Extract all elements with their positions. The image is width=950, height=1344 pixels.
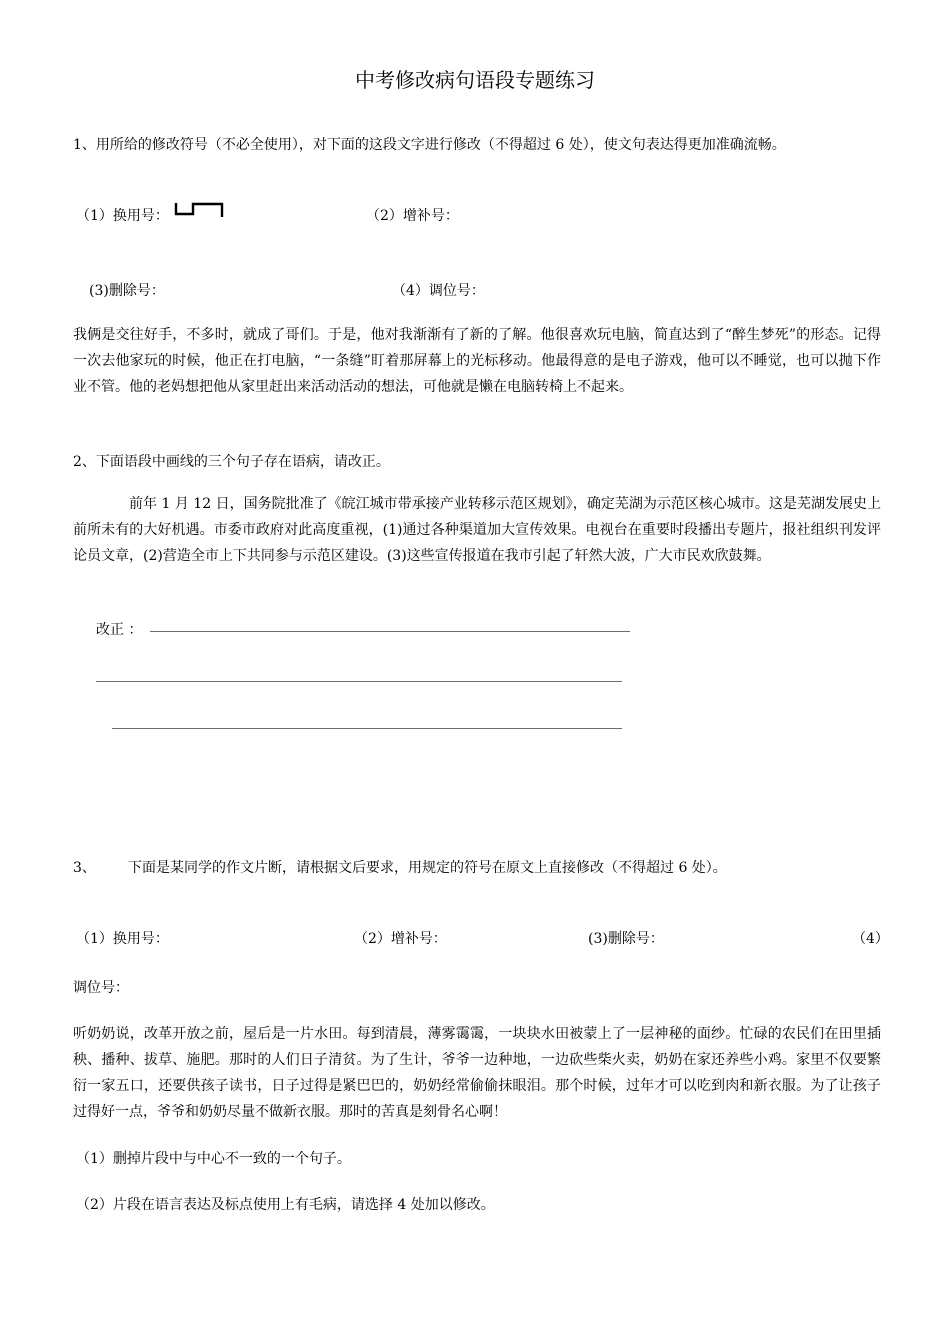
- q3-delete-symbol-label: (3)删除号：: [588, 931, 664, 947]
- q1-passage: 我俩是交往好手，不多时，就成了哥们。于是，他对我渐渐有了新的了解。他很喜欢玩电脑，简直达到了“醉生梦死”的形态。记得一次去他家玩的时候，他正在打电脑，“一条缝”盯着那屏幕上的光标移动。他最得意的是电子游戏，他可以不睡觉，也可以抛下作业不管。他的老妈想把他从家里赶出来活动活动的想法，可他就是懒在电脑转椅上不起来。: [73, 327, 881, 395]
- q2-answer-label: 改正 ：: [96, 622, 143, 638]
- q3-requirement-2: （2）片段在语言表达及标点使用上有毛病，请选择 4 处加以修改。: [76, 1197, 495, 1213]
- q1-insert-symbol-label: （2）增补号：: [366, 208, 459, 224]
- answer-line-3[interactable]: [112, 728, 622, 729]
- q3-requirement-1: （1）删掉片段中与中心不一致的一个句子。: [76, 1151, 351, 1167]
- q3-reorder-symbol-label: 调位号：: [73, 980, 129, 996]
- answer-line-2[interactable]: [96, 681, 622, 682]
- q3-insert-symbol-label: （2）增补号：: [354, 931, 447, 947]
- q1-reorder-symbol-label: （4）调位号：: [392, 283, 485, 299]
- q3-reorder-number: （4）: [852, 931, 889, 947]
- q3-number: 3、: [73, 860, 96, 876]
- q2-prompt: 2、下面语段中画线的三个句子存在语病，请改正。: [73, 454, 390, 470]
- q3-passage: 听奶奶说，改革开放之前，屋后是一片水田。每到清晨，薄雾霭霭，一块块水田被蒙上了一层神秘的面纱。忙碌的农民们在田里插秧、播种、拔草、施肥。那时的人们日子清贫。为了生计，爷爷一边种地，一边砍些柴火卖，奶奶在家还养些小鸡。家里不仅要繁衍一家五口，还要供孩子读书，日子过得是紧巴巴的，奶奶经常偷偷抹眼泪。那个时候，过年才可以吃到肉和新衣服。为了让孩子过得好一点，爷爷和奶奶尽量不做新衣服。那时的苦真是刻骨名心啊！: [73, 1026, 881, 1120]
- q1-replace-symbol-label: （1）换用号：: [76, 208, 169, 224]
- q3-prompt: 下面是某同学的作文片断，请根据文后要求，用规定的符号在原文上直接修改（不得超过 6 处）。: [128, 860, 727, 876]
- page-title: 中考修改病句语段专题练习: [355, 68, 595, 92]
- q3-replace-symbol-label: （1）换用号：: [76, 931, 169, 947]
- q1-delete-symbol-label: (3)删除号：: [89, 283, 165, 299]
- answer-line-1[interactable]: [150, 631, 630, 632]
- q2-passage: 前年 1 月 12 日，国务院批准了《皖江城市带承接产业转移示范区规划》，确定芜湖为示范区核心城市。这是芜湖发展史上前所未有的大好机遇。市委市政府对此高度重视，(1)通过各种渠道加大宣传效果。电视台在重要时段播出专题片，报社组织刊发评论员文章，(2)营造全市上下共同参与示范区建设。(3)这些宣传报道在我市引起了轩然大波，广大市民欢欣鼓舞。: [73, 496, 881, 564]
- replace-mark-icon: [174, 200, 226, 220]
- q1-prompt: 1、用所给的修改符号（不必全使用），对下面的这段文字进行修改（不得超过 6 处），使文句表达得更加准确流畅。: [73, 137, 786, 153]
